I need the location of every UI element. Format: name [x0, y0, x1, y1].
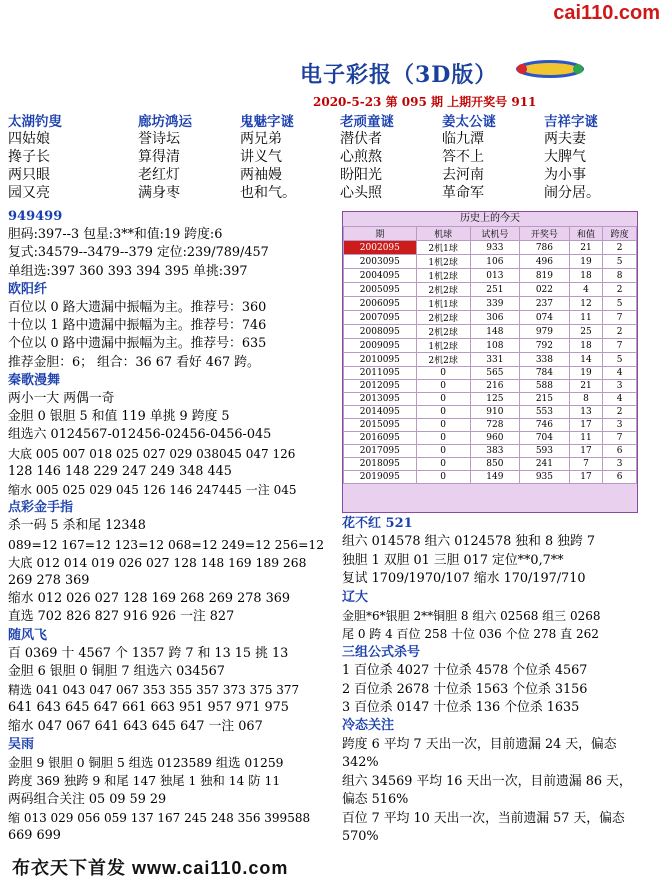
table-cell: 12 — [569, 297, 603, 311]
table-cell: 18 — [569, 339, 603, 353]
table-cell: 4 — [603, 367, 637, 380]
section-title: 冷态关注 — [342, 718, 395, 734]
text-line: 128 146 148 229 247 249 348 445 — [8, 463, 232, 479]
table-cell: 728 — [470, 419, 520, 432]
section-title: 花不红 521 — [342, 516, 413, 531]
text-line: 推荐金胆：6； 组合：36 67 看好 467 跨。 — [8, 354, 260, 370]
table-cell: 0 — [416, 445, 470, 458]
table-cell: 746 — [520, 419, 570, 432]
text-line: 偏态 516% — [342, 792, 409, 808]
table-cell: 17 — [569, 445, 603, 458]
table-row — [344, 458, 637, 471]
riddle-col-title: 老顽童谜 — [340, 114, 394, 130]
table-cell: 2015095 — [344, 419, 417, 432]
table-cell: 8 — [603, 269, 637, 283]
table-row — [344, 380, 637, 393]
text-line: 直选 702 826 827 916 926 一注 827 — [8, 609, 235, 625]
footer-credit: 布衣天下首发 www.cai110.com — [12, 858, 289, 878]
history-header-cell: 和值 — [569, 227, 603, 241]
text-line: 尾 0 跨 4 百位 258 十位 036 个位 278 直 262 — [342, 627, 599, 642]
riddle-item: 搀子长 — [8, 149, 50, 165]
riddle-row — [8, 164, 658, 182]
table-cell: 2 — [603, 241, 637, 255]
table-row — [344, 339, 637, 353]
text-line: 跨度 369 独跨 9 和尾 147 独尾 1 独和 14 防 11 — [8, 774, 281, 789]
table-cell: 2009095 — [344, 339, 417, 353]
history-header-cell: 试机号 — [470, 227, 520, 241]
text-line: 269 278 369 — [8, 573, 90, 589]
table-cell: 1机1球 — [416, 297, 470, 311]
riddle-col-title: 太湖钓叟 — [8, 114, 62, 130]
table-cell: 935 — [520, 471, 570, 484]
riddle-item: 四姑娘 — [8, 131, 50, 147]
riddle-item: 也和气。 — [240, 185, 296, 201]
table-cell: 2016095 — [344, 432, 417, 445]
table-cell: 3 — [603, 419, 637, 432]
table-row — [344, 269, 637, 283]
text-line: 组六 014578 组六 0124578 独和 8 独跨 7 — [342, 534, 595, 550]
riddle-item: 潜伏者 — [340, 131, 382, 147]
table-cell: 786 — [520, 241, 570, 255]
table-cell: 2 — [603, 283, 637, 297]
table-cell: 2006095 — [344, 297, 417, 311]
table-cell: 013 — [470, 269, 520, 283]
table-cell: 2机2球 — [416, 353, 470, 367]
table-row — [344, 393, 637, 406]
text-line: 复试 1709/1970/107 缩水 170/197/710 — [342, 571, 586, 587]
table-row — [344, 432, 637, 445]
table-cell: 0 — [416, 419, 470, 432]
table-cell: 17 — [569, 419, 603, 432]
text-line: 金胆 0 银胆 5 和值 119 单挑 9 跨度 5 — [8, 409, 230, 425]
text-line: 缩水 047 067 641 643 645 647 一注 067 — [8, 718, 263, 734]
text-line: 缩水 005 025 029 045 126 146 247445 一注 045 — [8, 483, 297, 498]
riddle-item: 为小事 — [544, 167, 586, 183]
riddle-col-title: 鬼魅字谜 — [240, 114, 294, 130]
riddle-item: 闹分居。 — [544, 185, 600, 201]
text-line: 胆码:397--3 包星:3**和值:19 跨度:6 — [8, 227, 223, 243]
riddle-item: 誉诗坛 — [138, 131, 180, 147]
text-line: 641 643 645 647 661 663 951 957 971 975 — [8, 700, 289, 716]
table-cell: 21 — [569, 241, 603, 255]
table-cell: 553 — [520, 406, 570, 419]
table-row — [344, 367, 637, 380]
table-cell: 0 — [416, 393, 470, 406]
riddle-item: 临九潭 — [442, 131, 484, 147]
table-cell: 149 — [470, 471, 520, 484]
table-cell: 106 — [470, 255, 520, 269]
table-cell: 125 — [470, 393, 520, 406]
text-line: 组六 34569 平均 16 天出一次，目前遗漏 86 天， — [342, 773, 632, 789]
text-line: 精选 041 043 047 067 353 355 357 373 375 377 — [8, 683, 300, 698]
table-cell: 588 — [520, 380, 570, 393]
history-table-panel — [342, 211, 638, 513]
table-cell: 2010095 — [344, 353, 417, 367]
text-line: 个位以 0 路中遗漏中振幅为主。推荐号：635 — [8, 336, 267, 352]
table-cell: 1机2球 — [416, 269, 470, 283]
text-line: 十位以 1 路中遗漏中振幅为主。推荐号：746 — [8, 318, 267, 334]
table-cell: 593 — [520, 445, 570, 458]
table-cell: 022 — [520, 283, 570, 297]
text-line: 570% — [342, 828, 379, 844]
riddle-item: 讲义气 — [240, 149, 282, 165]
text-line: 342% — [342, 755, 379, 771]
table-row — [344, 255, 637, 269]
table-cell: 0 — [416, 380, 470, 393]
table-row — [344, 283, 637, 297]
text-line: 669 699 — [8, 827, 61, 843]
table-cell: 2004095 — [344, 269, 417, 283]
riddle-item: 两夫妻 — [544, 131, 586, 147]
table-cell: 2012095 — [344, 380, 417, 393]
table-cell: 5 — [603, 353, 637, 367]
table-cell: 0 — [416, 367, 470, 380]
text-line: 大底 012 014 019 026 027 128 148 169 189 268 — [8, 555, 307, 570]
table-cell: 979 — [520, 325, 570, 339]
table-cell: 2017095 — [344, 445, 417, 458]
page-title: 电子彩报（3D版） — [300, 62, 498, 88]
text-line: 1 百位杀 4027 十位杀 4578 个位杀 4567 — [342, 663, 588, 679]
left-column — [8, 208, 338, 845]
table-cell: 339 — [470, 297, 520, 311]
riddle-col-title: 吉祥字谜 — [544, 114, 598, 130]
text-line: 两码组合关注 05 09 59 29 — [8, 791, 167, 807]
table-cell: 6 — [603, 445, 637, 458]
section-title: 949499 — [8, 209, 63, 224]
table-cell: 14 — [569, 353, 603, 367]
table-cell: 237 — [520, 297, 570, 311]
table-cell: 3 — [603, 458, 637, 471]
table-cell: 5 — [603, 297, 637, 311]
table-cell: 383 — [470, 445, 520, 458]
table-cell: 792 — [520, 339, 570, 353]
table-cell: 241 — [520, 458, 570, 471]
table-cell: 7 — [603, 311, 637, 325]
riddle-item: 算得清 — [138, 149, 180, 165]
table-cell: 819 — [520, 269, 570, 283]
table-cell: 2机1球 — [416, 241, 470, 255]
text-line: 组选六 0124567-012456-02456-0456-045 — [8, 427, 272, 443]
text-line: 3 百位杀 0147 十位杀 136 个位杀 1635 — [342, 700, 580, 716]
text-line: 杀一码 5 杀和尾 12348 — [8, 518, 146, 534]
table-cell: 2003095 — [344, 255, 417, 269]
table-row — [344, 241, 637, 255]
riddle-item: 答不上 — [442, 149, 484, 165]
table-cell: 0 — [416, 406, 470, 419]
section-title: 点彩金手指 — [8, 500, 74, 516]
table-cell: 4 — [603, 393, 637, 406]
table-cell: 25 — [569, 325, 603, 339]
riddle-item: 老红灯 — [138, 167, 180, 183]
table-cell: 8 — [569, 393, 603, 406]
table-cell: 074 — [520, 311, 570, 325]
table-cell: 18 — [569, 269, 603, 283]
issue-line: 2020-5-23 第 095 期 上期开奖号 911 — [313, 95, 537, 109]
table-cell: 108 — [470, 339, 520, 353]
text-line: 金胆 6 银胆 0 铜胆 7 组选六 034567 — [8, 664, 225, 680]
table-cell: 2机2球 — [416, 283, 470, 297]
table-cell: 910 — [470, 406, 520, 419]
history-title: 历史上的今天 — [460, 213, 520, 224]
riddle-item: 两袖嫚 — [240, 167, 282, 183]
table-cell: 496 — [520, 255, 570, 269]
table-cell: 251 — [470, 283, 520, 297]
text-line: 089=12 167=12 123=12 068=12 249=12 256=12 — [8, 537, 325, 552]
text-line: 单组选:397 360 393 394 395 单挑:397 — [8, 263, 248, 279]
section-title: 欧阳纤 — [8, 281, 48, 297]
table-cell: 2005095 — [344, 283, 417, 297]
table-row — [344, 297, 637, 311]
text-line: 两小一大 两偶一奇 — [8, 391, 115, 407]
table-cell: 19 — [569, 367, 603, 380]
table-cell: 4 — [569, 283, 603, 297]
table-cell: 2机2球 — [416, 325, 470, 339]
history-table — [343, 226, 637, 484]
table-row — [344, 311, 637, 325]
history-header-cell: 开奖号 — [520, 227, 570, 241]
text-line: 复式:34579--3479--379 定位:239/789/457 — [8, 245, 269, 261]
riddle-col-title: 姜太公谜 — [442, 114, 496, 130]
table-cell: 850 — [470, 458, 520, 471]
section-title: 随风飞 — [8, 627, 48, 643]
text-line: 跨度 6 平均 7 天出一次，目前遗漏 24 天，偏态 — [342, 736, 617, 752]
section-title: 三组公式杀号 — [342, 644, 421, 660]
text-line: 百位以 0 路大遗漏中振幅为主。推荐号：360 — [8, 300, 267, 316]
table-cell: 784 — [520, 367, 570, 380]
riddle-item: 两兄弟 — [240, 131, 282, 147]
table-cell: 2002095 — [344, 241, 417, 255]
table-cell: 1机2球 — [416, 339, 470, 353]
table-cell: 306 — [470, 311, 520, 325]
riddle-item: 园又亮 — [8, 185, 50, 201]
riddle-row — [8, 146, 658, 164]
text-line: 2 百位杀 2678 十位杀 1563 个位杀 3156 — [342, 681, 588, 697]
table-cell: 933 — [470, 241, 520, 255]
table-cell: 216 — [470, 380, 520, 393]
history-header-cell: 机球 — [416, 227, 470, 241]
table-cell: 2 — [603, 325, 637, 339]
table-cell: 7 — [603, 432, 637, 445]
text-line: 金胆 9 银胆 0 铜胆 5 组选 0123589 组选 01259 — [8, 756, 284, 771]
text-line: 缩水 012 026 027 128 169 268 269 278 369 — [8, 591, 291, 607]
table-cell: 6 — [603, 471, 637, 484]
table-row — [344, 445, 637, 458]
riddle-item: 心头照 — [340, 185, 382, 201]
table-cell: 7 — [569, 458, 603, 471]
history-header-row — [344, 227, 637, 241]
table-cell: 331 — [470, 353, 520, 367]
riddle-grid — [8, 110, 658, 200]
table-cell: 338 — [520, 353, 570, 367]
text-line: 大底 005 007 018 025 027 029 038045 047 126 — [8, 446, 296, 461]
text-line: 百位 7 平均 10 天出一次，当前遗漏 57 天，偏态 — [342, 810, 625, 826]
table-cell: 1机2球 — [416, 255, 470, 269]
table-cell: 17 — [569, 471, 603, 484]
riddle-item: 心煎熬 — [340, 149, 382, 165]
table-row — [344, 353, 637, 367]
table-cell: 565 — [470, 367, 520, 380]
riddle-item: 盼阳光 — [340, 167, 382, 183]
table-cell: 960 — [470, 432, 520, 445]
table-cell: 13 — [569, 406, 603, 419]
riddle-row — [8, 182, 658, 200]
table-cell: 2008095 — [344, 325, 417, 339]
table-cell: 7 — [603, 339, 637, 353]
table-cell: 2011095 — [344, 367, 417, 380]
right-column — [342, 515, 664, 846]
logo-icon — [514, 56, 586, 80]
riddle-item: 大脾气 — [544, 149, 586, 165]
table-cell: 2018095 — [344, 458, 417, 471]
riddle-item: 去河南 — [442, 167, 484, 183]
table-cell: 0 — [416, 432, 470, 445]
table-row — [344, 419, 637, 432]
table-cell: 2007095 — [344, 311, 417, 325]
table-cell: 215 — [520, 393, 570, 406]
riddle-item: 两只眼 — [8, 167, 50, 183]
text-line: 金胆*6*银胆 2**铜胆 8 组六 02568 组三 0268 — [342, 609, 601, 624]
table-row — [344, 406, 637, 419]
text-line: 独胆 1 双胆 01 三胆 017 定位**0,7** — [342, 552, 564, 568]
history-header-cell: 期 — [344, 227, 417, 241]
table-cell: 2 — [603, 406, 637, 419]
table-cell: 3 — [603, 380, 637, 393]
section-title: 辽大 — [342, 589, 369, 605]
table-cell: 2014095 — [344, 406, 417, 419]
riddle-item: 满身枣 — [138, 185, 180, 201]
riddle-row — [8, 128, 658, 146]
table-cell: 0 — [416, 458, 470, 471]
table-cell: 2013095 — [344, 393, 417, 406]
section-title: 秦歌漫舞 — [8, 372, 61, 388]
table-row — [344, 325, 637, 339]
table-cell: 2机2球 — [416, 311, 470, 325]
table-cell: 11 — [569, 311, 603, 325]
table-cell: 19 — [569, 255, 603, 269]
text-line: 百 0369 十 4567 个 1357 跨 7 和 13 15 挑 13 — [8, 645, 289, 661]
table-cell: 11 — [569, 432, 603, 445]
table-cell: 5 — [603, 255, 637, 269]
table-cell: 2019095 — [344, 471, 417, 484]
riddle-col-title: 廊坊鸿运 — [138, 114, 192, 130]
watermark: cai110.com — [553, 2, 660, 24]
table-cell: 704 — [520, 432, 570, 445]
history-header-cell: 跨度 — [603, 227, 637, 241]
text-line: 缩 013 029 056 059 137 167 245 248 356 399588 — [8, 810, 311, 825]
riddle-header-row — [8, 110, 658, 128]
table-cell: 21 — [569, 380, 603, 393]
section-title: 吴雨 — [8, 736, 35, 752]
table-row — [344, 471, 637, 484]
riddle-item: 革命军 — [442, 185, 484, 201]
table-cell: 148 — [470, 325, 520, 339]
table-cell: 0 — [416, 471, 470, 484]
